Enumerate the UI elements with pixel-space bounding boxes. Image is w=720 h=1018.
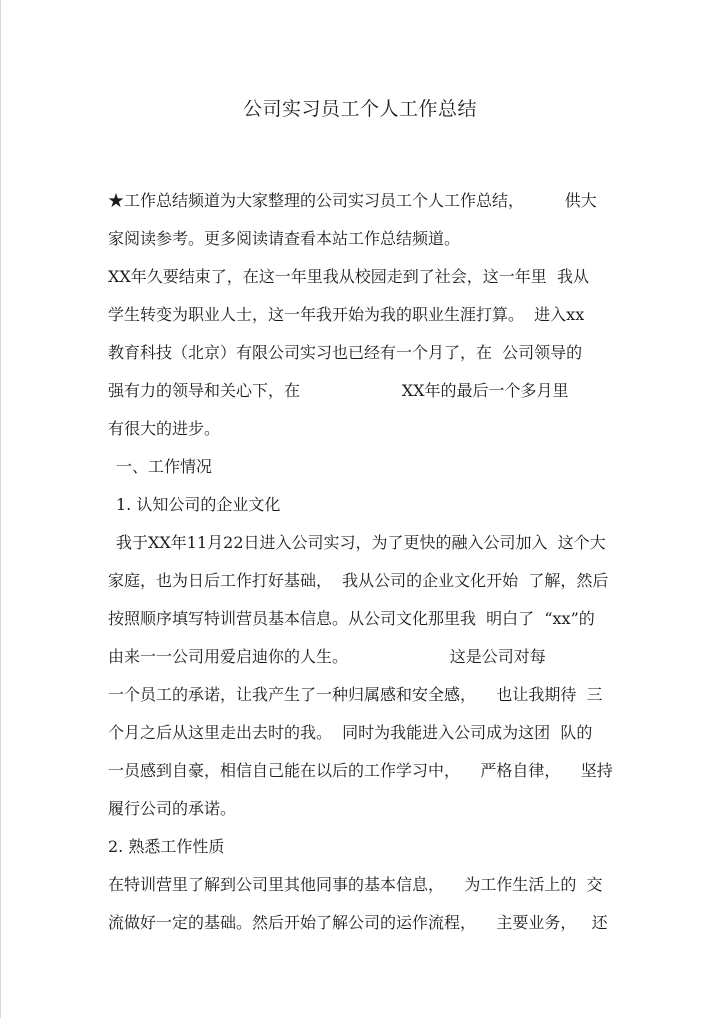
subsection-heading: 1. 认知公司的企业文化	[116, 495, 281, 514]
body-line: 我于XX年11月22日进入公司实习，为了更快的融入公司加入 这个大	[116, 533, 606, 552]
body-line: 家庭，也为日后工作打好基础， 我从公司的企业文化开始 了解，然后	[108, 571, 609, 590]
body-line: 一员感到自豪，相信自己能在以后的工作学习中， 严格自律， 坚持	[108, 761, 613, 780]
subsection-heading: 2. 熟悉工作性质	[108, 837, 225, 856]
body-line: 一个员工的承诺，让我产生了一种归属感和安全感， 也让我期待 三	[108, 685, 603, 704]
body-line: 由来一一公司用爱启迪你的人生。 这是公司对每	[108, 647, 546, 666]
document-title: 公司实习员工个人工作总结	[242, 98, 477, 120]
body-line: ★工作总结频道为大家整理的公司实习员工个人工作总结， 供大	[108, 191, 597, 210]
body-line: 家阅读参考。更多阅读请查看本站工作总结频道。	[108, 229, 461, 248]
body-line: 流做好一定的基础。然后开始了解公司的运作流程， 主要业务， 还	[108, 913, 608, 932]
body-line: 教育科技（北京）有限公司实习也已经有一个月了，在 公司领导的	[108, 343, 583, 362]
body-line: 在特训营里了解到公司里其他同事的基本信息， 为工作生活上的 交	[108, 875, 603, 894]
body-line: 有很大的进步。	[108, 419, 221, 438]
body-line: 个月之后从这里走出去时的我。 同时为我能进入公司成为这团 队的	[108, 723, 593, 742]
page-edge	[0, 0, 1, 1018]
body-line: 学生转变为职业人士，这一年我开始为我的职业生涯打算。 进入xx	[108, 305, 585, 324]
body-line: 强有力的领导和关心下，在 XX年的最后一个多月里	[108, 381, 569, 400]
body-line: 履行公司的承诺。	[108, 799, 237, 818]
section-heading: 一、工作情况	[116, 457, 213, 476]
body-line: XX年久要结束了，在这一年里我从校园走到了社会，这一年里 我从	[108, 267, 589, 286]
body-line: 按照顺序填写特训营员基本信息。从公司文化那里我 明白了 “xx”的	[108, 609, 595, 628]
